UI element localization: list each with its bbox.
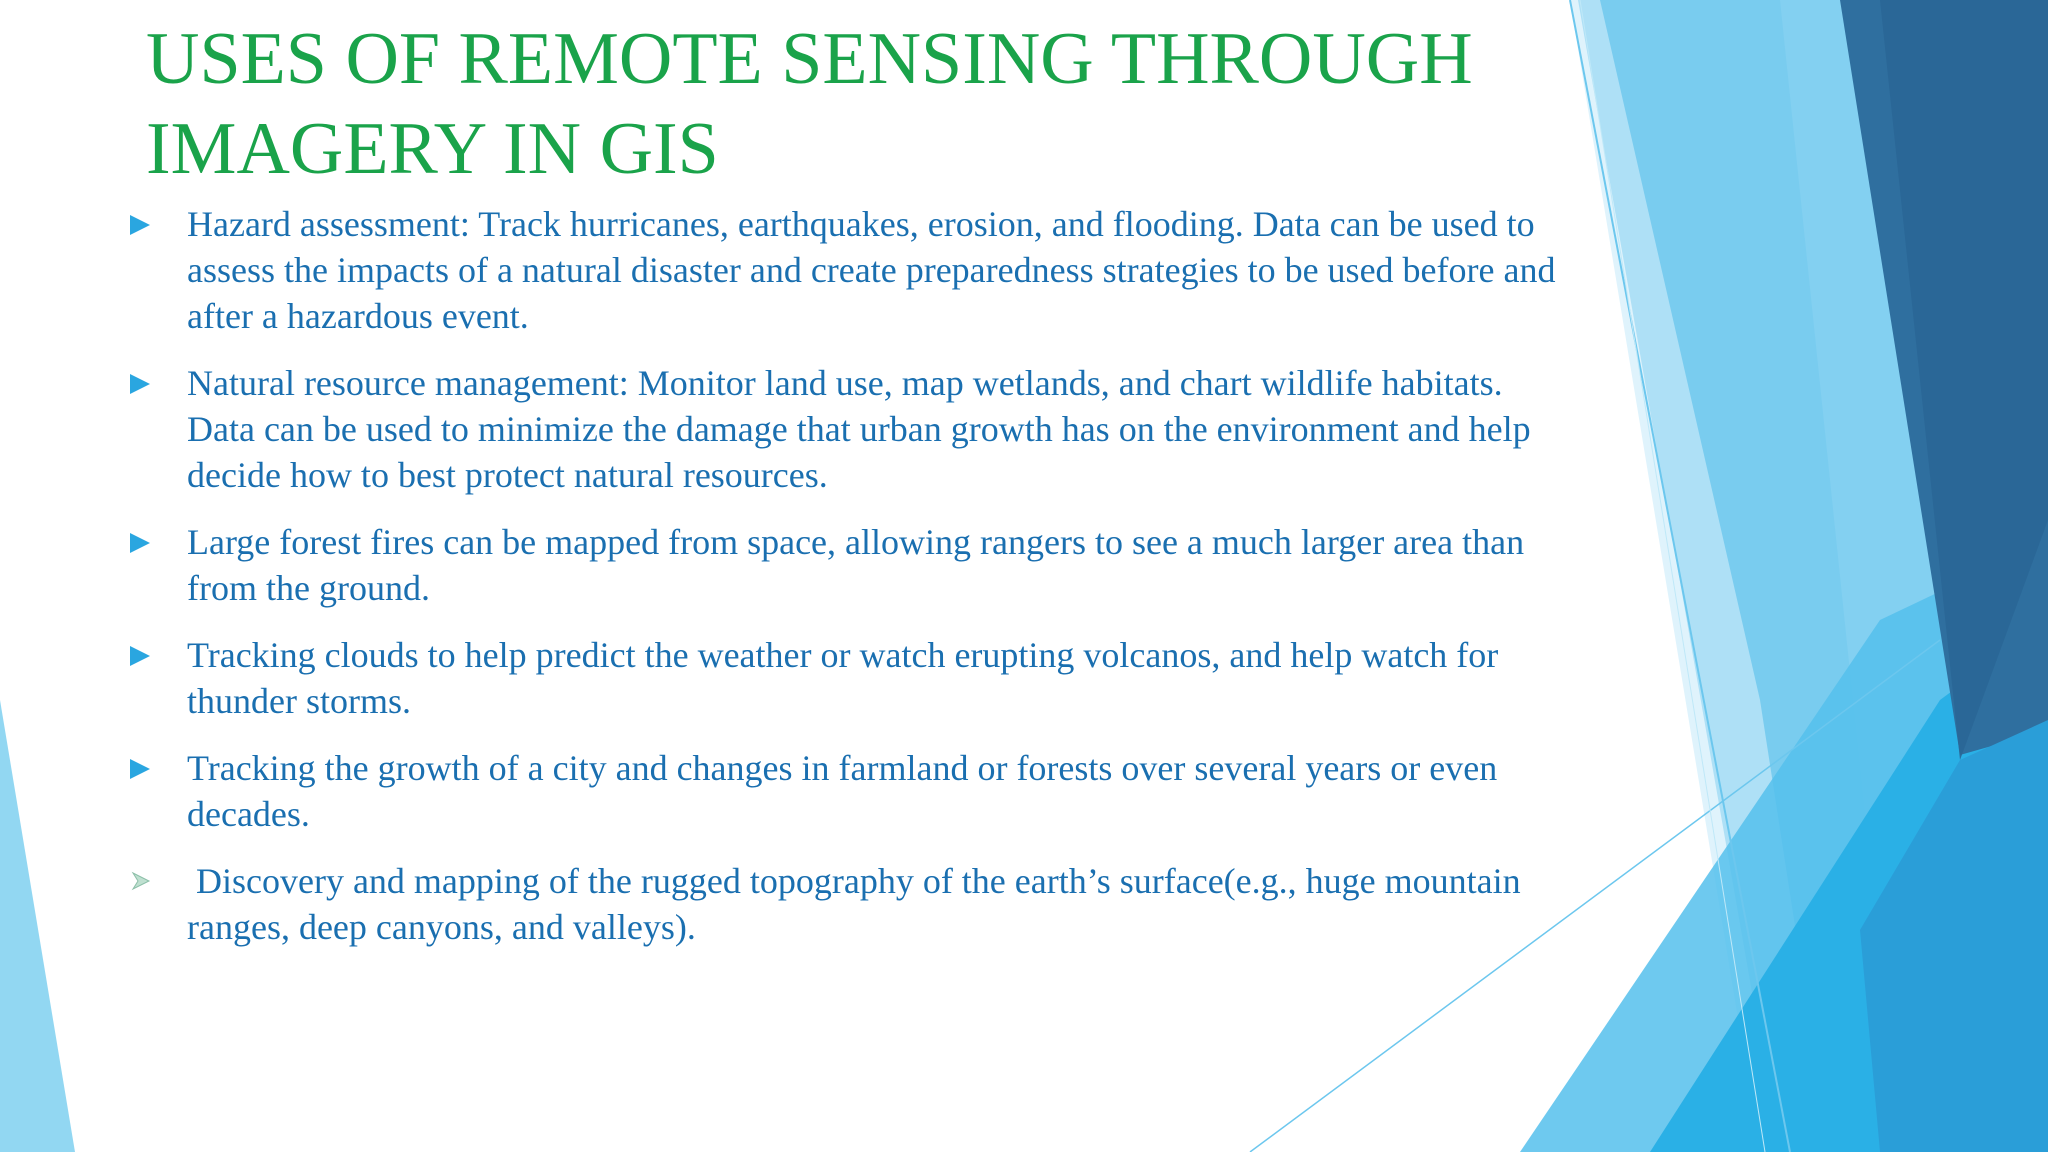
title-line-1: USES OF REMOTE SENSING THROUGH xyxy=(146,18,1473,100)
triangle-bullet-icon xyxy=(130,646,150,666)
bullet-text: Tracking the growth of a city and changes in farmland or forests over several years or even decades. xyxy=(187,748,1498,834)
bullet-text: Large forest fires can be mapped from space, allowing rangers to see a much larger area than from the ground. xyxy=(187,522,1525,608)
bullet-item-topography-mapping xyxy=(130,858,1570,950)
bullet-item-hazard-assessment xyxy=(130,201,1570,339)
slide-title xyxy=(146,14,1596,194)
bullet-text: Hazard assessment: Track hurricanes, earthquakes, erosion, and flooding. Data can be used to assess the impacts of a natural disaster and create preparedness strategies to be used before and after a hazardous event. xyxy=(187,204,1556,336)
bullet-item-forest-fires xyxy=(130,519,1570,611)
bullet-item-natural-resource-management xyxy=(130,360,1570,498)
triangle-bullet-icon xyxy=(130,374,150,394)
bullet-item-tracking-clouds xyxy=(130,632,1570,724)
triangle-bullet-icon xyxy=(130,215,150,235)
bullet-item-city-growth xyxy=(130,745,1570,837)
chevron-bullet-icon xyxy=(130,870,152,892)
bullet-text: Tracking clouds to help predict the weather or watch erupting volcanos, and help watch for thunder storms. xyxy=(187,635,1499,721)
bullet-list xyxy=(130,201,1570,971)
bullet-text: Discovery and mapping of the rugged topography of the earth’s surface(e.g., huge mountain ranges, deep canyons, and valleys). xyxy=(187,861,1521,947)
left-edge-facet xyxy=(0,700,75,1152)
triangle-bullet-icon xyxy=(130,759,150,779)
title-line-2: IMAGERY IN GIS xyxy=(146,108,719,190)
bullet-text: Natural resource management: Monitor land use, map wetlands, and chart wildlife habitats. Data can be used to minimize the damage that urban growth has on the environment and help decide how to best protect natural resources. xyxy=(187,363,1531,495)
triangle-bullet-icon xyxy=(130,533,150,553)
